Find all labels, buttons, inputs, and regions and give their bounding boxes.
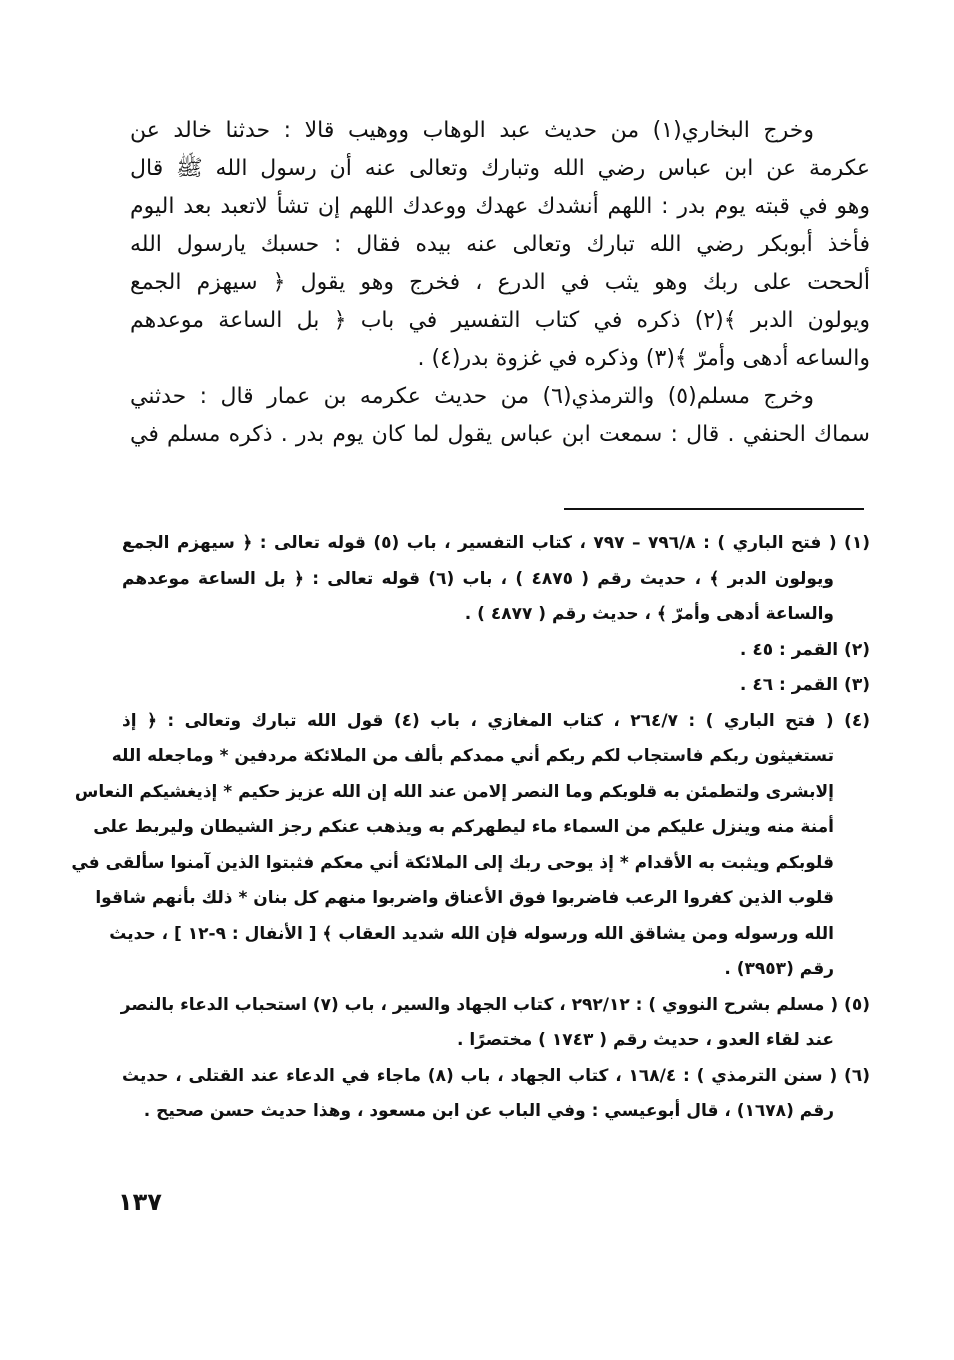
footnote-line: (١) ( فتح الباري ) : ٧٩٦/٨ – ٧٩٧ ، كتاب التفسير ، باب (٥) قوله تعالى : ﴿ سيهزم الجمع [122, 533, 870, 553]
footnote-line: إلابشرى ولتطمئن به قلوبكم وما النصر إلامن عند الله إن الله عزيز حكيم * إذيغشيكم النعاس [74, 781, 834, 802]
main-text-line: وهو في قبته يوم بدر : اللهم أنشدك عهدك ووعدك اللهم إن تشأ لاتعبد بعد اليوم [130, 194, 870, 219]
footnote-line: رقم (٣٩٥٣) . [724, 959, 834, 979]
footnote-line: قلوب الذين كفروا الرعب فاضربوا فوق الأعناق واضربوا منهم كل بنان * ذلك بأنهم شاقوا [95, 888, 834, 908]
footnote-line: (٥) ( مسلم بشرح النووي ) : ٢٩٢/١٢ ، كتاب الجهاد والسير ، باب (٧) استحباب الدعاء بالنصر [120, 994, 870, 1015]
footnote-line: تستغيثون ربكم فاستجاب لكم ربكم أني ممدكم بألف من الملائكة مردفين * وماجعله الله [111, 746, 834, 766]
main-text-line: وخرج مسلم(٥) والترمذي(٦) من حديث عكرمه بن عمار قال : حدثني [130, 384, 814, 409]
page-number: ١٣٧ [118, 1188, 162, 1216]
footnote-line: رقم (١٦٧٨) ، قال أبوعيسي : وفي الباب عن ابن مسعود ، وهذا حديث حسن صحيح . [143, 1101, 834, 1121]
footnote-line: (٤) ( فتح الباري ) : ٢٦٤/٧ ، كتاب المغازي ، باب (٤) قول الله تبارك وتعالى : ﴿ إذ [122, 710, 871, 731]
main-text-line: ألححت على ربك وهو يثب في الدرع ، فخرج وهو يقول ﴿ سيهزم الجمع [130, 270, 870, 295]
main-text-line: سماك الحنفي . قال : سمعت ابن عباس يقول لما كان يوم بدر . ذكره مسلم في [130, 422, 870, 447]
footnote-line: والساعة أدهى وأمرّ ﴾ ، حديث رقم ( ٤٨٧٧ ) . [464, 604, 834, 624]
main-text-line: وخرج البخاري(١) من حديث عبد الوهاب ووهيب قالا : حدثنا خالد عن [130, 118, 814, 143]
main-text-line: والساعه أدهى وأمرّ ﴾(٣) وذكره في غزوة بدر(٤) . [417, 346, 870, 371]
main-text-line: فأخذ أبوبكر رضي الله تبارك وتعالى عنه بيده فقال : حسبك يارسول الله [130, 232, 870, 257]
footnote-separator [564, 508, 864, 510]
main-text-line: عكرمة عن ابن عباس رضي الله وتبارك وتعالى عنه أن رسول الله ﷺ قال [130, 156, 870, 181]
footnote-line: أمنة منه وينزل عليكم من السماء ماء ليطهركم به ويذهب عنكم رجز الشيطان وليربط على [93, 817, 834, 837]
footnote-line: (٣) القمر : ٤٦ . [739, 675, 870, 695]
footnote-line: الله ورسوله ومن يشاقق الله ورسوله فإن الله شديد العقاب ﴾ [ الأنفال : ٩-١٢ ] ، حديث [109, 923, 834, 944]
footnote-line: قلوبكم ويثبت به الأقدام * إذ يوحى ربك إلى الملائكة أني معكم فثبتوا الذين آمنوا سألقى في [71, 852, 834, 873]
main-text-block [130, 112, 870, 454]
main-text-line: ويولون الدبر ﴾(٢) ذكره في كتاب التفسير في باب ﴿ بل الساعة موعدهم [130, 308, 871, 333]
footnotes-block [71, 526, 871, 1130]
footnote-line: (٢) القمر : ٤٥ . [739, 639, 870, 660]
footnote-line: عند لقاء العدو ، حديث رقم ( ١٧٤٣ ) مختصرًا . [457, 1030, 834, 1050]
footnote-line: ويولون الدبر ﴾ ، حديث رقم ( ٤٨٧٥ ) ، باب (٦) قوله تعالى : ﴿ بل الساعة موعدهم [122, 568, 834, 589]
footnote-line: (٦) ( سنن الترمذي ) : ١٦٨/٤ ، كتاب الجهاد ، باب (٨) ماجاء في الدعاء عند القتلى ، حديث [122, 1065, 870, 1086]
